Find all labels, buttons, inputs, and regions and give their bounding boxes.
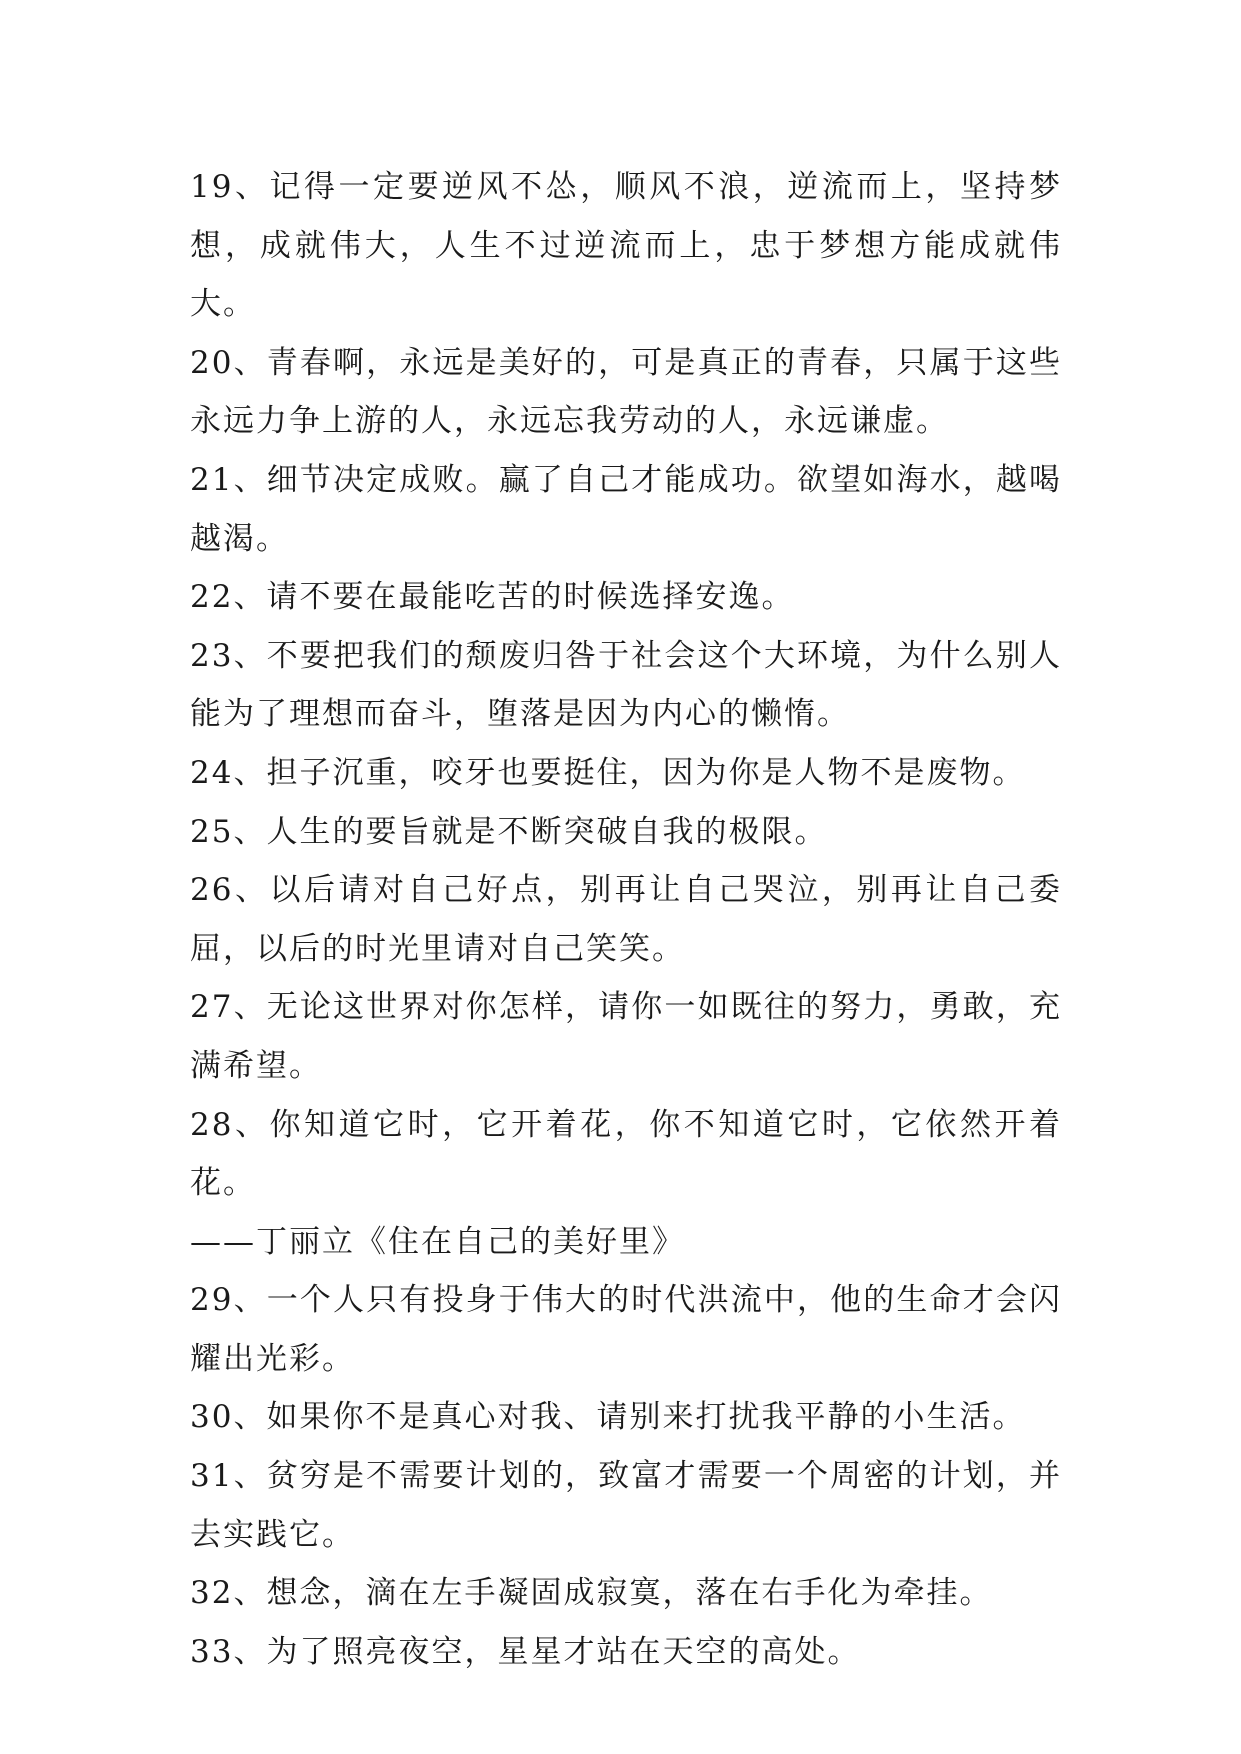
quote-25: 25、人生的要旨就是不断突破自我的极限。 [190, 813, 828, 850]
quote-30: 30、如果你不是真心对我、请别来打扰我平静的小生活。 [190, 1399, 1026, 1436]
quote-21: 21、细节决定成败。赢了自己才能成功。欲望如海水，越喝越渴。 [190, 461, 1062, 557]
quote-22: 22、请不要在最能吃苦的时候选择安逸。 [190, 579, 795, 616]
quote-28: 28、你知道它时，它开着花，你不知道它时，它依然开着花。 ——丁丽立《住在自己的美好里》 [190, 1106, 1062, 1260]
quote-27: 27、无论这世界对你怎样，请你一如既往的努力，勇敢，充满希望。 [190, 989, 1062, 1084]
quote-31: 31、贫穷是不需要计划的，致富才需要一个周密的计划，并去实践它。 [190, 1458, 1062, 1553]
quote-26: 26、以后请对自己好点，别再让自己哭泣，别再让自己委屈，以后的时光里请对自己笑笑。 [190, 872, 1062, 967]
quote-20: 20、青春啊，永远是美好的，可是真正的青春，只属于这些永远力争上游的人，永远忘我劳动的人，永远谦虚。 [190, 344, 1062, 440]
document-page [190, 158, 1062, 1681]
quote-19: 19、记得一定要逆风不怂，顺风不浪，逆流而上，坚持梦想，成就伟大，人生不过逆流而上，忠于梦想方能成就伟大。 [190, 169, 1062, 323]
quote-29: 29、一个人只有投身于伟大的时代洪流中，他的生命才会闪耀出光彩。 [190, 1282, 1062, 1377]
quote-24: 24、担子沉重，咬牙也要挺住，因为你是人物不是废物。 [190, 754, 1026, 791]
quote-33: 33、为了照亮夜空，星星才站在天空的高处。 [190, 1633, 861, 1670]
quote-32: 32、想念，滴在左手凝固成寂寞，落在右手化为牵挂。 [190, 1575, 993, 1612]
quote-23: 23、不要把我们的颓废归咎于社会这个大环境，为什么别人能为了理想而奋斗，堕落是因为内心的懒惰。 [190, 637, 1062, 733]
